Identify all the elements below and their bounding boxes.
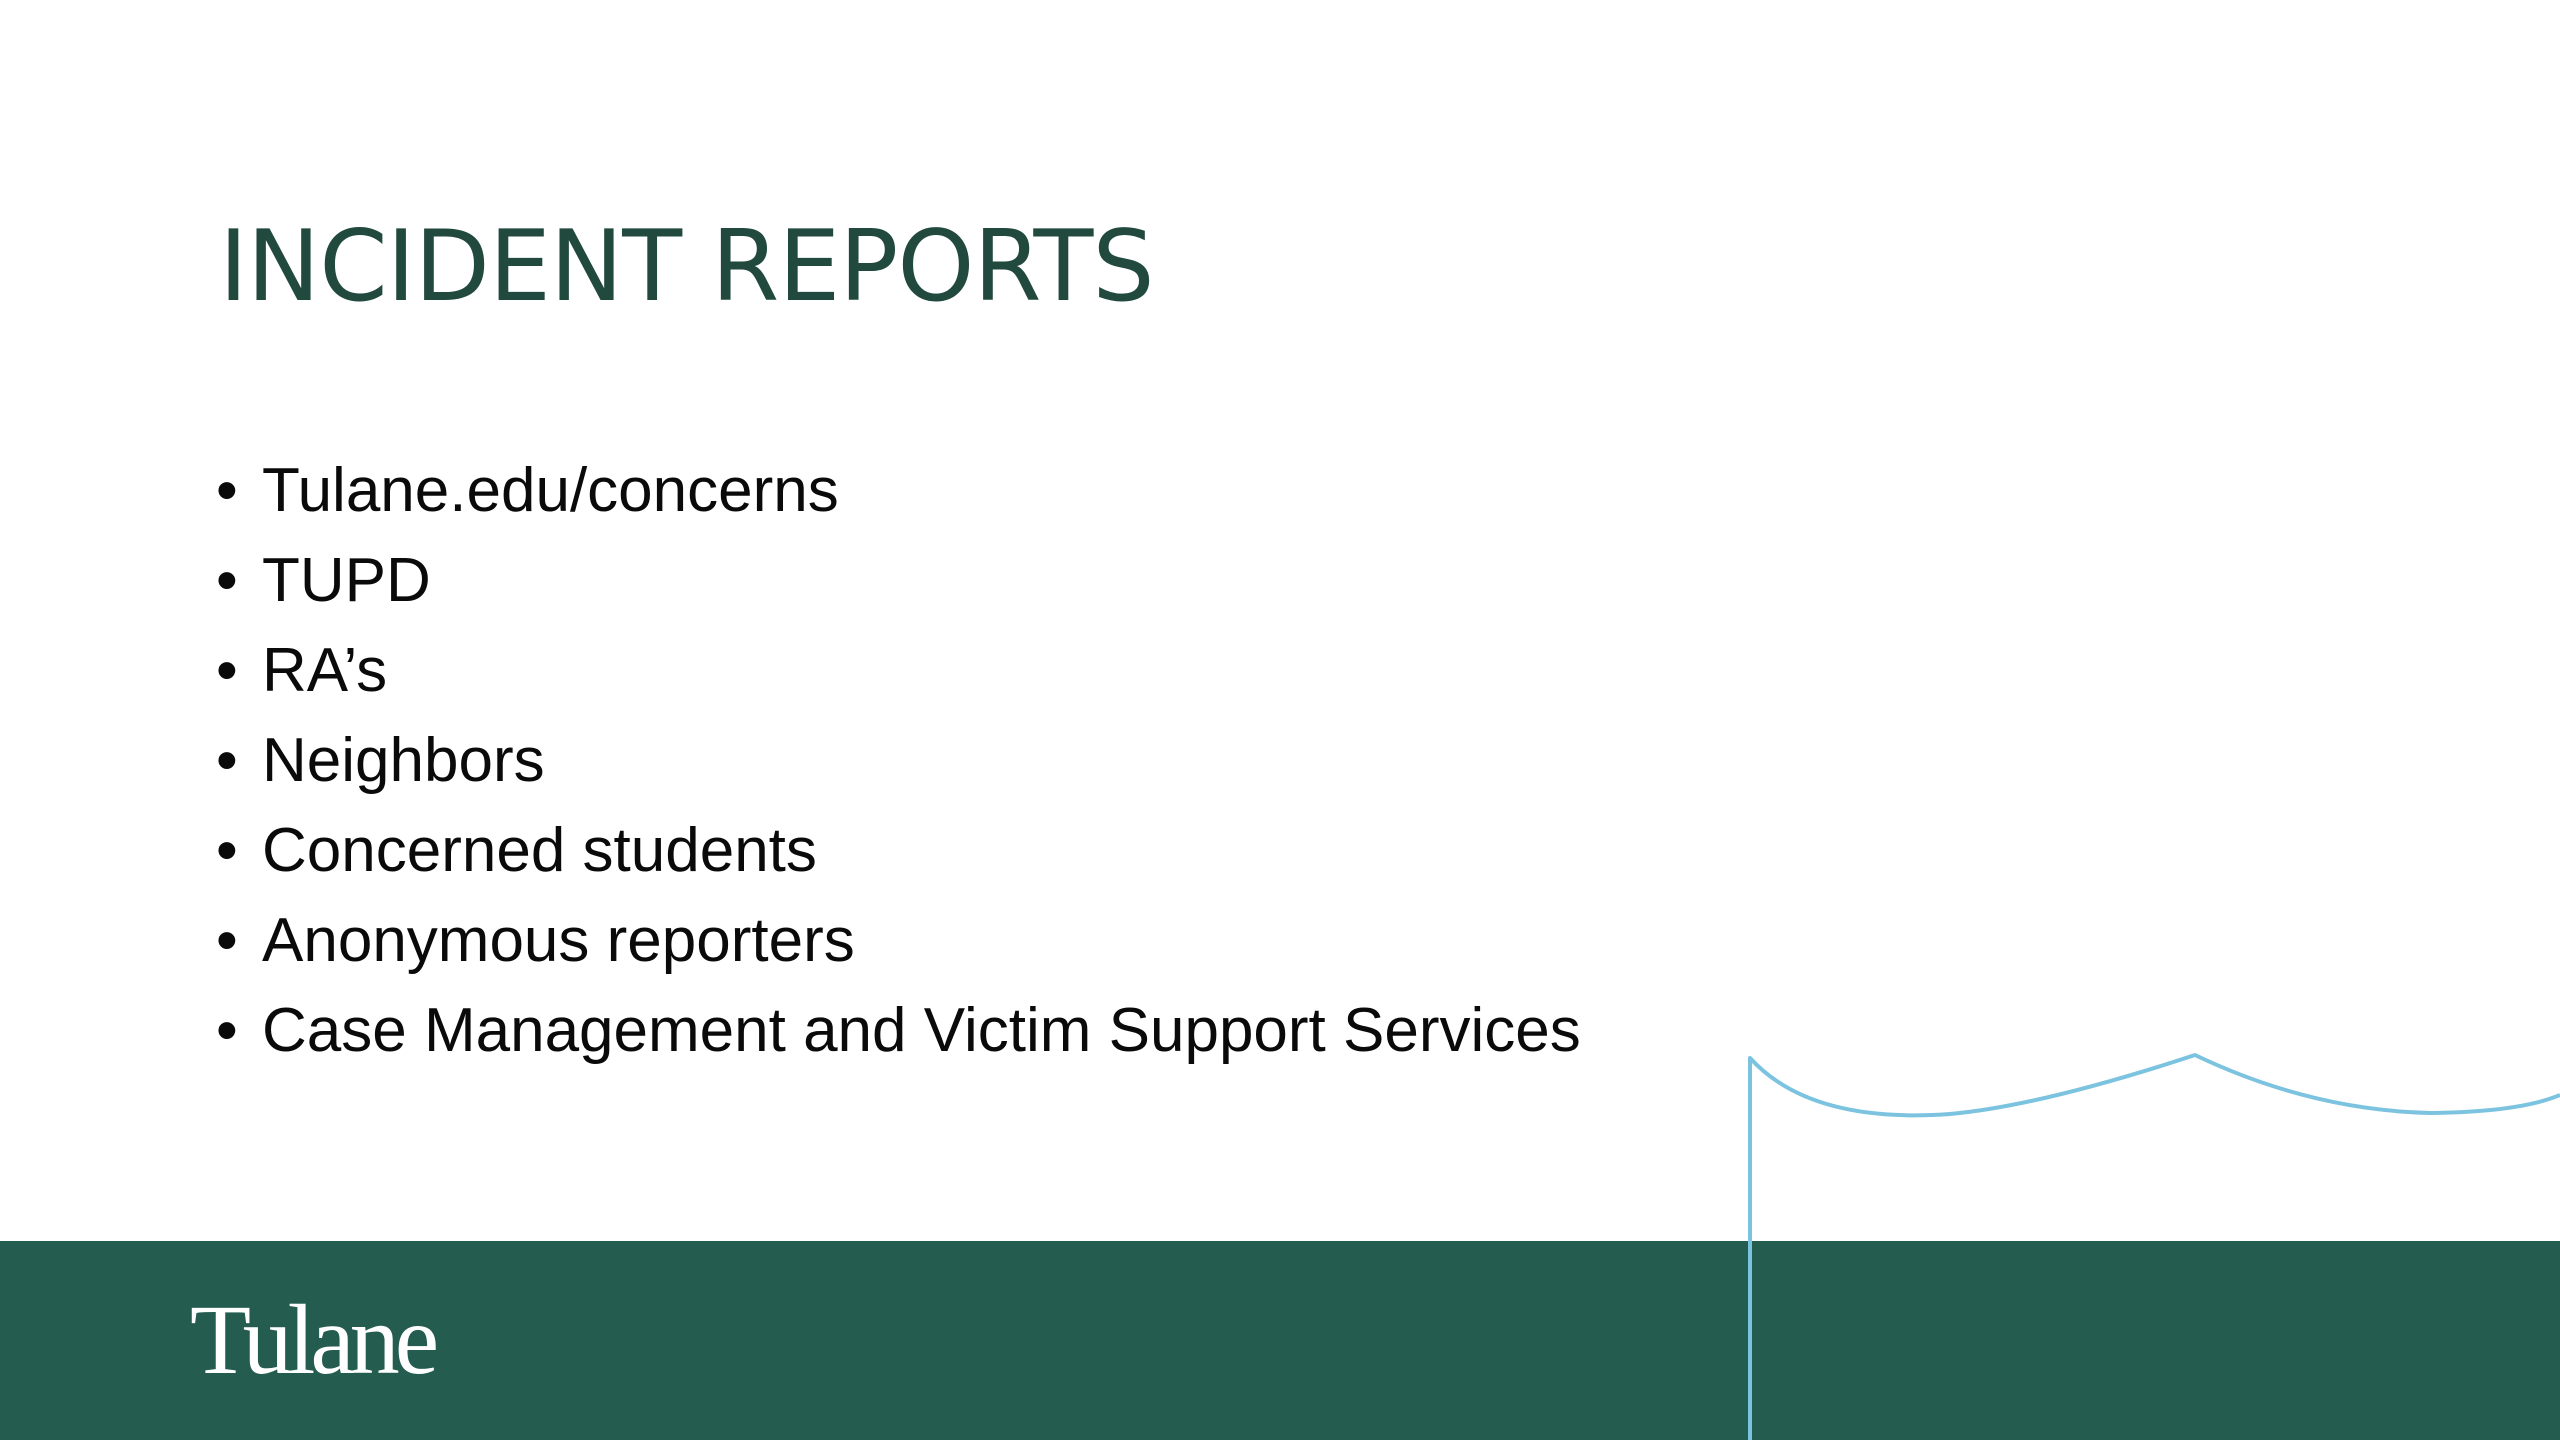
bullet-icon: • (216, 636, 238, 705)
slide-title: INCIDENT REPORTS (219, 210, 1154, 324)
list-item (216, 635, 1581, 725)
bullet-icon: • (216, 726, 238, 795)
bullet-text: Case Management and Victim Support Services (262, 996, 1581, 1065)
tulane-logo: Tulane (190, 1284, 435, 1395)
bullet-text: Concerned students (262, 816, 817, 885)
bullet-icon: • (216, 906, 238, 975)
list-item (216, 455, 1581, 545)
bullet-text: RA’s (262, 636, 388, 705)
bullet-text: Tulane.edu/concerns (262, 456, 839, 525)
bullet-icon: • (216, 996, 238, 1065)
bullet-text: Neighbors (262, 726, 545, 795)
list-item (216, 815, 1581, 905)
bullet-icon: • (216, 546, 238, 615)
list-item (216, 545, 1581, 635)
bullet-icon: • (216, 816, 238, 885)
list-item (216, 995, 1581, 1085)
list-item (216, 905, 1581, 995)
bullet-icon: • (216, 456, 238, 525)
bullet-text: Anonymous reporters (262, 906, 855, 975)
bullet-text: TUPD (262, 546, 431, 615)
list-item (216, 725, 1581, 815)
bullet-list (216, 455, 1581, 1085)
